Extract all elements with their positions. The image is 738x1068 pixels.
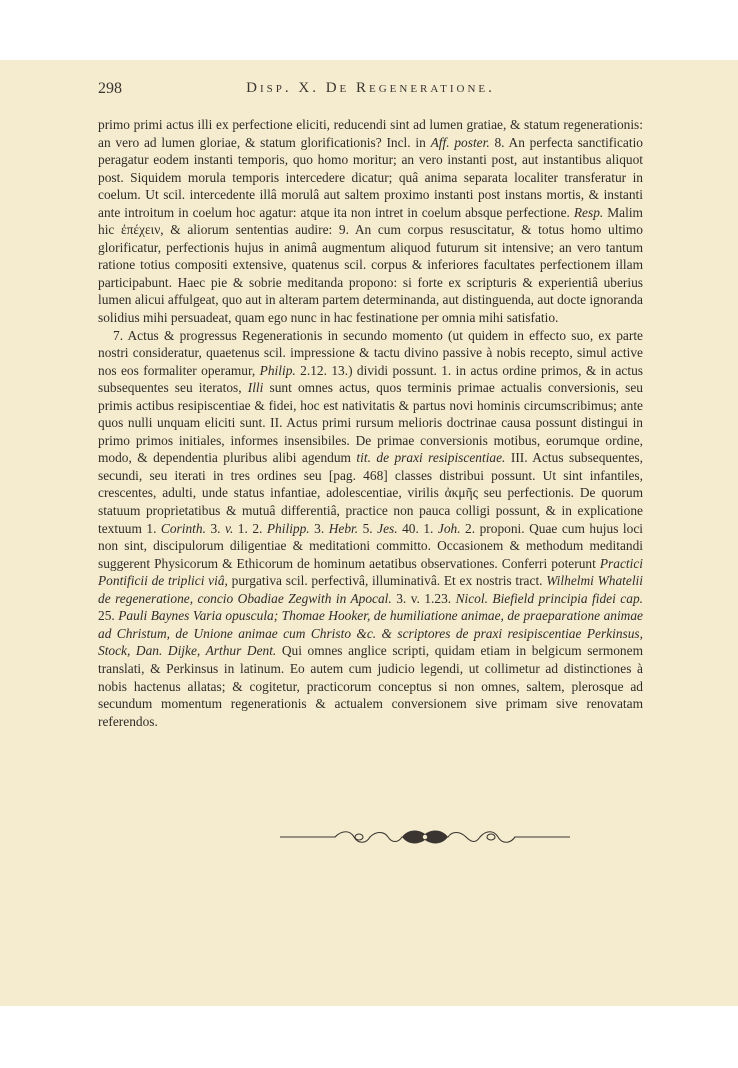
page-number: 298 xyxy=(98,80,122,97)
paragraph-7: 7. Actus & progressus Regenerationis in secundo momento (ut quidem in effecto suo, ex parte nostri consideratur, quaetenus scil. impressione & tactu divino passive à nobis recepto, simul active nos eos formaliter operamur, Philip. 2.12. 13.) dividi possunt. 1. in actus ordine primos, & in actus subsequentes seu iteratos, Illi sunt omnes actus, quos terminis primae actualis conversionis, seu primis actibus resipiscentiae & fidei, hoc est nativitatis & partus novi hominis circumscribimus; ante quos nulli unquam eliciti sunt. II. Actus primi rursum melioris doctrinae causa possunt distingui in primo primos initiales, informes insensibiles. De primae conversionis motibus, eorumque ordine, modo, & dependentia pluribus alibi agendum tit. de praxi resipiscentiae. III. Actus subsequentes, secundi, seu iterati in tres ordines seu [pag. 468] classes distribui possunt. Ut sint infantiles, crescentes, adulti, unde status infantiae, adolescentiae, virilis ἀκμῆς seu perfectionis. De quorum statuum proprietatibus & mutuâ differentiâ, practice non pauca colligi possunt, & in explicatione textuum 1. Corinth. 3. v. 1. 2. Philipp. 3. Hebr. 5. Jes. 40. 1. Joh. 2. proponi. Quae cum hujus loci non sint, discipulorum diligentiae & meditationi committo. Occasionem & methodum meditandi suggerent Physicorum & Ethicorum de hominum aetatibus observationes. Conferri poterunt Practici Pontificii de triplici viâ, purgativa scil. perfectivâ, illuminativâ. Et ex nostris tract. Wilhelmi Whatelii de regeneratione, concio Obadiae Zegwith in Apocal. 3. v. 1.23. Nicol. Biefield principia fidei cap. 25. Pauli Baynes Varia opuscula; Thomae Hooker, de humiliatione animae, de praeparatione animae ad Christum, de Unione animae cum Christo &c. & scriptores de praxi resipiscentiae Perkinsus, Stock, Dan. Dijke, Arthur Dent. Qui omnes anglice scripti, quidam etiam in belgicum sermonem translati, & Perkinsus in latinum. Eo autem cum judicio legendi, ut collimetur ad distinctiones à nobis hactenus allatas; & cogitetur, practicorum conceptus si non omnes, saltem, plerosque ad secundum momentum regenerationis & actualem conversionem sive primam sive renovatam referendos. xyxy=(98,327,643,729)
body-text xyxy=(98,116,643,730)
book-page xyxy=(0,60,738,1006)
paragraph-continued: primo primi actus illi ex perfectione eliciti, reducendi sint ad lumen gratiae, & statum regenerationis: an vero ad lumen gloriae, & statum glorificationis? Incl. in Aff. poster. 8. An perfecta sanctificatio peragatur eodem instanti temporis, quo homo moritur; an vero instanti post, aut instantibus aliquot post. Siquidem morula temporis intercedere dicatur; quâ anima separata localiter transferatur in coelum. Ut scil. intercedente illâ morulâ aut saltem proximo instanti post instans mortis, & instanti ante introitum in coelum hoc agatur: atque ita non intret in coelum absque perfectione. Resp. Malim hic ἐπέχειν, & aliorum sententias audire: 9. An cum corpus resuscitatur, & totus homo ultimo glorificatur, perfectionis hujus in animâ augmentum aliquod futurum sit intensive; an vero tantum ratione totius compositi extensive, quatenus scil. corpus & inferiores facultates perfectionem illam participabunt. Haec pie & sobrie meditanda propono: si forte ex scripturis & experientiâ uberius lumen alicui affulgeat, quo aut in alteram partem determinanda, aut distinguenda, aut docte ignoranda solidius mihi persuadeat, quam ego nunc in hac festinatione per omnia mihi satisfatio. xyxy=(98,117,644,326)
ornament-divider xyxy=(280,826,570,848)
running-title: Disp. X. De Regeneratione. xyxy=(246,80,495,96)
page-header xyxy=(98,80,643,102)
